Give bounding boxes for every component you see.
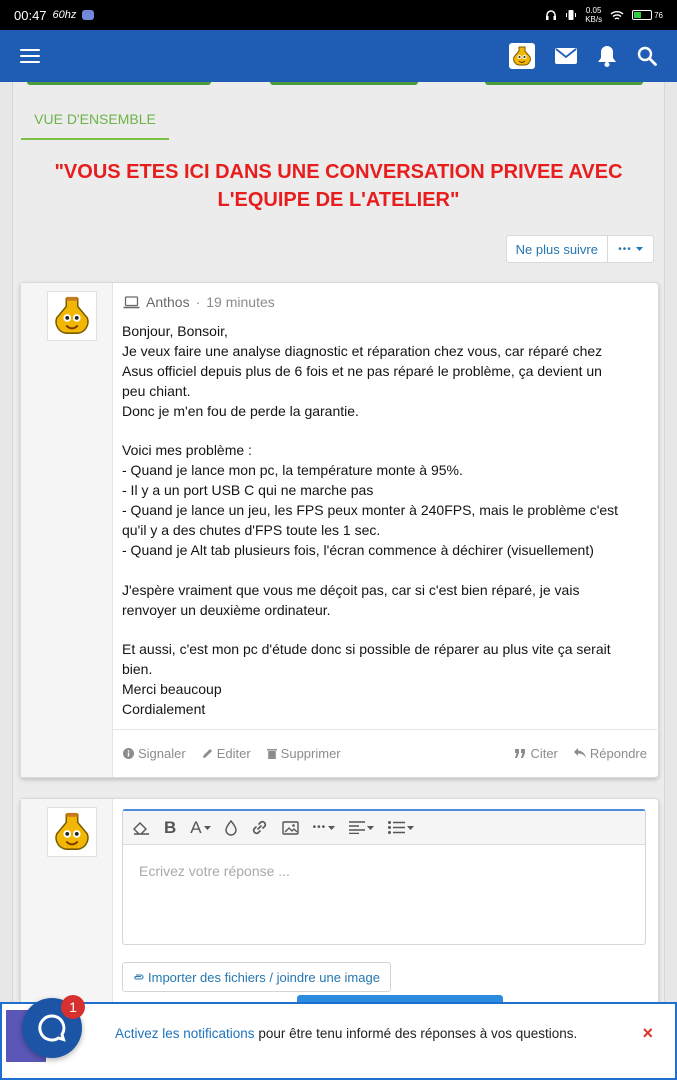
message-header	[123, 294, 275, 310]
font-size-icon[interactable]: A	[190, 818, 210, 838]
quote-label: Citer	[530, 745, 558, 761]
more-options-button[interactable]	[608, 235, 654, 263]
nav-tab-strip[interactable]	[27, 82, 211, 85]
editor-toolbar	[123, 811, 645, 845]
message-line: Merci beaucoup	[122, 681, 222, 698]
delete-label: Supprimer	[280, 745, 341, 761]
message-line: Je veux faire une analyse diagnostic et réparation chez vous, car réparé chez	[122, 342, 603, 359]
attach-label: Importer des fichiers / joindre une image	[148, 969, 380, 985]
reply-arrow-icon	[574, 748, 586, 758]
status-bar	[0, 0, 677, 30]
notice-line: L'EQUIPE DE L'ATELIER"	[217, 189, 460, 211]
notification-text: pour être tenu informé des réponses à vos questions.	[254, 1026, 578, 1041]
message-line: - Quand je lance mon pc, la température monte à 95%.	[122, 462, 463, 479]
laptop-icon	[123, 296, 140, 309]
message-line: Et aussi, c'est mon pc d'étude donc si possible de réparer au plus vite ça serait	[122, 641, 611, 658]
author-avatar[interactable]	[47, 291, 97, 341]
color-icon[interactable]	[225, 820, 237, 836]
refresh-rate: 60hz	[52, 9, 77, 21]
message-actions	[113, 729, 657, 776]
close-icon[interactable]: ×	[642, 1023, 653, 1043]
nav-tab-strip[interactable]	[270, 82, 418, 85]
unread-badge: 1	[61, 995, 85, 1019]
align-icon[interactable]	[349, 821, 374, 834]
clock: 00:47	[14, 7, 47, 23]
message-line: - Quand je Alt tab plusieurs fois, l'écran commence à déchirer (visuellement)	[122, 541, 594, 558]
message-line: bien.	[122, 661, 153, 678]
notification-prompt	[0, 1002, 677, 1080]
paperclip-icon	[133, 973, 144, 982]
bell-icon[interactable]	[597, 45, 617, 67]
author-column	[21, 283, 113, 777]
private-conversation-notice	[13, 158, 664, 214]
net-speed-value: 0.05	[585, 6, 602, 15]
enable-notifications-link[interactable]: Activez les notifications	[115, 1026, 255, 1041]
search-icon[interactable]	[637, 46, 657, 66]
message-line: Asus officiel depuis plus de 6 fois et ne pas réparé le problème, ça devient un	[122, 362, 602, 379]
quote-button[interactable]	[515, 746, 557, 761]
eraser-icon[interactable]	[133, 821, 150, 835]
vibrate-icon	[565, 9, 577, 21]
message-line: Bonjour, Bonsoir,	[122, 323, 228, 339]
message-line	[122, 422, 642, 442]
nav-tab-strip[interactable]	[485, 82, 643, 85]
edit-label: Editer	[216, 745, 251, 761]
message-line: qu'il y a des chutes d'FPS toute les 1 sec.	[122, 522, 381, 539]
quote-icon	[515, 749, 526, 758]
message-card	[20, 282, 659, 778]
reply-button[interactable]	[574, 746, 647, 761]
message-line	[122, 621, 642, 641]
link-icon[interactable]	[251, 819, 268, 836]
author-name[interactable]: Anthos	[146, 294, 190, 310]
message-line: Cordialement	[122, 701, 206, 718]
battery-icon	[632, 10, 652, 20]
top-navbar	[0, 30, 677, 82]
report-button[interactable]	[123, 746, 186, 761]
net-speed-unit: KB/s	[585, 15, 603, 24]
author-column	[21, 799, 113, 1009]
discord-icon	[82, 10, 94, 20]
reply-input[interactable]: Ecrivez votre réponse ...	[139, 863, 290, 879]
message-line: renvoyer un deuxième ordinateur.	[122, 601, 331, 618]
notice-line: "VOUS ETES ICI DANS UNE CONVERSATION PRIVEE AVEC	[54, 161, 623, 183]
info-circle-icon	[123, 748, 134, 759]
reply-editor	[122, 809, 646, 945]
message-body	[122, 322, 642, 720]
report-label: Signaler	[138, 745, 186, 761]
mail-icon[interactable]	[555, 48, 577, 64]
image-icon[interactable]	[282, 821, 299, 835]
chevron-down-icon	[636, 247, 643, 251]
author-avatar[interactable]	[47, 807, 97, 857]
list-icon[interactable]	[388, 821, 414, 834]
post-time[interactable]: 19 minutes	[206, 294, 275, 310]
reply-label: Répondre	[589, 745, 647, 761]
attach-files-button[interactable]	[122, 962, 391, 992]
avatar[interactable]	[509, 43, 535, 69]
message-line: - Quand je lance un jeu, les FPS peux monter à 240FPS, mais le problème c'est	[122, 502, 619, 519]
edit-button[interactable]	[202, 746, 251, 761]
wifi-icon	[610, 10, 624, 21]
pencil-icon	[202, 748, 213, 759]
message-line: peu chiant.	[122, 382, 191, 399]
delete-button[interactable]	[267, 746, 341, 761]
headphones-icon	[545, 9, 557, 21]
more-icon[interactable]: •••	[313, 822, 336, 833]
thread-actions	[506, 235, 654, 263]
message-line	[122, 561, 642, 581]
message-line: Donc je m'en fou de perde la garantie.	[122, 402, 359, 419]
battery-level: 76	[654, 10, 663, 20]
menu-icon[interactable]	[20, 49, 40, 63]
more-dots: •••	[618, 243, 632, 255]
bold-icon[interactable]: B	[164, 817, 177, 837]
reply-card	[20, 798, 659, 1010]
tab-overview[interactable]: VUE D'ENSEMBLE	[21, 100, 169, 140]
chat-icon	[37, 1013, 67, 1043]
unfollow-button[interactable]: Ne plus suivre	[506, 235, 608, 263]
header-separator: ·	[195, 294, 201, 310]
message-line: - Il y a un port USB C qui ne marche pas	[122, 482, 374, 499]
trash-icon	[267, 748, 277, 759]
message-line: Voici mes problème :	[122, 442, 252, 459]
notification-message	[115, 1026, 577, 1041]
message-line: J'espère vraiment que vous me déçoit pas, car si c'est bien réparé, je vais	[122, 581, 580, 598]
